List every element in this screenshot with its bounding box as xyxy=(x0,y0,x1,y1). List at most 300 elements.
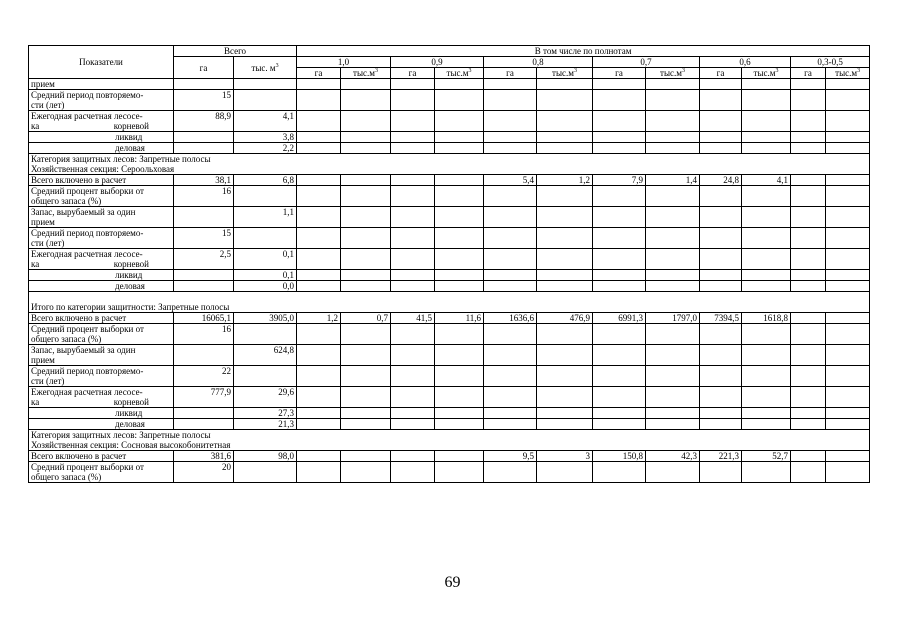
row-label xyxy=(29,207,174,228)
table-cell xyxy=(484,186,537,207)
row-label-part: корневой xyxy=(113,397,149,407)
table-row xyxy=(29,387,870,408)
section-heading-line: Итого по категории защитности: Запретные полосы xyxy=(31,302,230,312)
table-cell: 1,1 xyxy=(234,207,297,228)
page-number: 69 xyxy=(444,574,461,591)
table-cell xyxy=(484,387,537,408)
row-label: ликвид xyxy=(29,270,174,281)
table-cell: 6,8 xyxy=(234,175,297,186)
header-unit-volume-text: тыс.м xyxy=(660,68,682,78)
table-cell xyxy=(593,345,646,366)
section-row xyxy=(29,154,870,175)
table-cell xyxy=(297,366,341,387)
table-cell xyxy=(593,186,646,207)
table-cell xyxy=(791,281,826,292)
table-cell xyxy=(791,79,826,90)
table-cell xyxy=(646,324,700,345)
section-heading-line xyxy=(31,292,867,302)
row-label-line xyxy=(31,121,171,131)
table-cell xyxy=(484,366,537,387)
table-cell xyxy=(791,111,826,132)
table-cell: 88,9 xyxy=(174,111,234,132)
table-cell: 15 xyxy=(174,90,234,111)
table-cell: 3 xyxy=(537,451,593,462)
table-cell xyxy=(700,324,742,345)
table-row xyxy=(29,408,870,419)
header-unit-volume xyxy=(435,68,484,79)
table-cell xyxy=(297,345,341,366)
table-row xyxy=(29,90,870,111)
table-cell xyxy=(484,249,537,270)
table-cell xyxy=(341,419,391,430)
table-cell xyxy=(297,228,341,249)
header-unit-volume-text: тыс.м xyxy=(753,68,776,78)
table-cell xyxy=(297,90,341,111)
table-cell xyxy=(341,270,391,281)
table-cell xyxy=(742,207,791,228)
row-label-part: ка xyxy=(31,121,40,131)
table-cell xyxy=(391,249,435,270)
header-unit-ha: га xyxy=(391,68,435,79)
table-cell xyxy=(593,366,646,387)
table-row xyxy=(29,207,870,228)
table-cell: 0,1 xyxy=(234,270,297,281)
section-row xyxy=(29,292,870,313)
table-cell xyxy=(593,132,646,143)
table-cell xyxy=(791,324,826,345)
table-cell xyxy=(391,186,435,207)
table-cell: 0,0 xyxy=(234,281,297,292)
table-cell xyxy=(484,281,537,292)
table-cell xyxy=(341,111,391,132)
table-cell xyxy=(484,345,537,366)
header-including: В том числе по полнотам xyxy=(297,46,870,57)
row-label xyxy=(29,249,174,270)
table-cell xyxy=(484,132,537,143)
table-cell xyxy=(791,408,826,419)
table-row xyxy=(29,451,870,462)
table-cell: 11,6 xyxy=(435,313,484,324)
table-cell xyxy=(826,186,870,207)
header-unit-volume-text: тыс.м xyxy=(353,68,375,78)
table-cell xyxy=(435,419,484,430)
table-cell xyxy=(391,79,435,90)
table-cell: 150,8 xyxy=(593,451,646,462)
table-cell: 0,1 xyxy=(234,249,297,270)
table-row xyxy=(29,249,870,270)
table-cell xyxy=(537,387,593,408)
table-cell xyxy=(742,228,791,249)
table-cell xyxy=(341,143,391,154)
table-cell xyxy=(742,324,791,345)
header-unit-ha: га xyxy=(700,68,742,79)
table-cell xyxy=(742,419,791,430)
table-cell xyxy=(791,387,826,408)
table-cell xyxy=(341,90,391,111)
header-unit-ha: га xyxy=(593,68,646,79)
table-cell xyxy=(791,451,826,462)
table-cell xyxy=(593,408,646,419)
header-density-group: 0,8 xyxy=(484,57,593,68)
table-cell xyxy=(484,462,537,483)
table-cell: 1797,0 xyxy=(646,313,700,324)
table-cell xyxy=(742,366,791,387)
table-cell: 7394,5 xyxy=(700,313,742,324)
table-cell xyxy=(537,419,593,430)
table-cell xyxy=(234,79,297,90)
table-cell xyxy=(297,143,341,154)
table-cell xyxy=(174,132,234,143)
table-cell xyxy=(700,366,742,387)
table-row xyxy=(29,366,870,387)
header-unit-volume xyxy=(742,68,791,79)
row-label xyxy=(29,228,174,249)
table-cell: 16065,1 xyxy=(174,313,234,324)
table-row xyxy=(29,345,870,366)
row-label-line xyxy=(31,397,171,407)
table-cell xyxy=(826,419,870,430)
table-cell xyxy=(484,419,537,430)
table-cell: 38,1 xyxy=(174,175,234,186)
table-cell xyxy=(174,345,234,366)
table-cell xyxy=(826,345,870,366)
table-cell xyxy=(791,207,826,228)
section-heading-line: Хозяйственная секция: Сероольховая xyxy=(31,164,175,174)
forest-data-table xyxy=(28,45,870,483)
table-cell xyxy=(435,175,484,186)
table-cell xyxy=(742,132,791,143)
table-cell xyxy=(646,207,700,228)
row-label-line: общего запаса (%) xyxy=(31,334,102,344)
table-cell xyxy=(791,186,826,207)
table-cell xyxy=(791,270,826,281)
table-cell xyxy=(742,281,791,292)
table-cell xyxy=(435,90,484,111)
table-cell xyxy=(646,462,700,483)
table-cell xyxy=(826,387,870,408)
table-cell xyxy=(791,90,826,111)
table-cell xyxy=(826,408,870,419)
table-cell xyxy=(341,281,391,292)
table-cell xyxy=(174,79,234,90)
table-cell xyxy=(646,111,700,132)
table-cell xyxy=(742,345,791,366)
table-row xyxy=(29,419,870,430)
table-cell xyxy=(391,132,435,143)
row-label-line: Средний период повторяемо- xyxy=(31,366,144,376)
table-cell xyxy=(341,228,391,249)
row-label-line: Ежегодная расчетная лесосе- xyxy=(31,249,143,259)
row-label xyxy=(29,366,174,387)
row-label: деловая xyxy=(29,143,174,154)
table-cell xyxy=(646,281,700,292)
table-cell xyxy=(593,207,646,228)
table-cell xyxy=(297,132,341,143)
table-cell: 22 xyxy=(174,366,234,387)
header-density-group: 0,7 xyxy=(593,57,700,68)
header-unit-volume-cube: 3 xyxy=(374,68,378,74)
table-cell xyxy=(646,270,700,281)
table-cell xyxy=(297,270,341,281)
header-indicators: Показатели xyxy=(29,46,174,79)
table-cell xyxy=(435,111,484,132)
table-cell xyxy=(826,111,870,132)
table-cell xyxy=(391,451,435,462)
table-cell xyxy=(435,324,484,345)
table-cell xyxy=(341,462,391,483)
table-cell xyxy=(297,79,341,90)
table-cell xyxy=(826,79,870,90)
table-cell xyxy=(742,408,791,419)
table-row xyxy=(29,143,870,154)
table-cell xyxy=(646,387,700,408)
table-cell xyxy=(593,228,646,249)
table-cell xyxy=(700,249,742,270)
header-density-group: 0,6 xyxy=(700,57,791,68)
table-cell xyxy=(791,228,826,249)
table-cell xyxy=(234,186,297,207)
table-cell xyxy=(297,451,341,462)
table-cell: 41,5 xyxy=(391,313,435,324)
table-cell xyxy=(174,281,234,292)
table-cell xyxy=(742,462,791,483)
table-cell xyxy=(484,111,537,132)
row-label-line: Средний процент выборки от xyxy=(31,186,144,196)
table-cell xyxy=(484,408,537,419)
header-density-group: 0,9 xyxy=(391,57,484,68)
table-cell xyxy=(391,111,435,132)
table-cell xyxy=(646,366,700,387)
table-cell: 29,6 xyxy=(234,387,297,408)
header-unit-volume xyxy=(341,68,391,79)
table-cell xyxy=(700,79,742,90)
table-cell xyxy=(826,324,870,345)
table-cell xyxy=(341,324,391,345)
table-cell xyxy=(791,313,826,324)
table-cell xyxy=(484,79,537,90)
header-total-ha: га xyxy=(174,57,234,79)
table-cell: 624,8 xyxy=(234,345,297,366)
table-cell xyxy=(700,207,742,228)
table-cell xyxy=(391,366,435,387)
row-label-part: ка xyxy=(31,259,40,269)
table-cell xyxy=(341,186,391,207)
row-label-line: сти (лет) xyxy=(31,376,65,386)
table-cell xyxy=(435,186,484,207)
table-cell xyxy=(391,175,435,186)
table-cell xyxy=(174,270,234,281)
table-cell xyxy=(700,345,742,366)
table-cell xyxy=(341,132,391,143)
header-unit-volume-cube: 3 xyxy=(573,68,577,74)
table-cell xyxy=(435,207,484,228)
table-cell xyxy=(700,408,742,419)
row-label-line: Ежегодная расчетная лесосе- xyxy=(31,387,143,397)
row-label-line: прием xyxy=(31,355,55,365)
table-cell xyxy=(391,408,435,419)
header-unit-volume-text: тыс.м xyxy=(835,68,858,78)
table-cell xyxy=(297,419,341,430)
table-cell xyxy=(826,451,870,462)
table-cell xyxy=(826,175,870,186)
table-cell: 1618,8 xyxy=(742,313,791,324)
table-cell xyxy=(700,419,742,430)
table-row xyxy=(29,186,870,207)
table-cell xyxy=(435,79,484,90)
table-cell: 221,3 xyxy=(700,451,742,462)
table-cell xyxy=(646,143,700,154)
header-unit-volume xyxy=(826,68,870,79)
table-cell xyxy=(537,207,593,228)
table-cell xyxy=(826,132,870,143)
table-cell xyxy=(537,324,593,345)
header-density-group: 0,3-0,5 xyxy=(791,57,870,68)
table-cell xyxy=(791,345,826,366)
table-cell xyxy=(646,408,700,419)
section-heading-line: Категория защитных лесов: Запретные полосы xyxy=(31,154,211,164)
table-cell xyxy=(537,132,593,143)
table-cell xyxy=(700,281,742,292)
table-cell xyxy=(174,207,234,228)
table-cell xyxy=(791,419,826,430)
table-cell xyxy=(826,462,870,483)
table-cell xyxy=(593,324,646,345)
table-cell xyxy=(391,324,435,345)
table-cell xyxy=(646,228,700,249)
table-cell xyxy=(341,79,391,90)
section-row xyxy=(29,430,870,451)
table-cell xyxy=(593,143,646,154)
row-label xyxy=(29,90,174,111)
table-cell: 381,6 xyxy=(174,451,234,462)
table-cell xyxy=(341,207,391,228)
table-cell: 20 xyxy=(174,462,234,483)
table-cell xyxy=(297,387,341,408)
table-cell xyxy=(826,228,870,249)
table-cell xyxy=(742,186,791,207)
table-cell xyxy=(234,90,297,111)
table-cell xyxy=(826,313,870,324)
table-cell xyxy=(791,143,826,154)
table-cell xyxy=(297,324,341,345)
header-unit-volume xyxy=(537,68,593,79)
table-cell: 6991,3 xyxy=(593,313,646,324)
table-cell xyxy=(341,345,391,366)
table-cell xyxy=(484,324,537,345)
table-cell xyxy=(341,387,391,408)
table-row xyxy=(29,462,870,483)
table-cell: 2,2 xyxy=(234,143,297,154)
row-label-line: общего запаса (%) xyxy=(31,196,102,206)
table-cell xyxy=(435,387,484,408)
header-total-volume-cube: 3 xyxy=(275,62,279,69)
table-cell xyxy=(391,143,435,154)
header-unit-volume-text: тыс.м xyxy=(446,68,469,78)
table-cell: 1636,6 xyxy=(484,313,537,324)
table-cell: 4,1 xyxy=(742,175,791,186)
row-label-part: корневой xyxy=(113,259,149,269)
row-label-line: Средний процент выборки от xyxy=(31,324,144,334)
table-cell xyxy=(435,228,484,249)
header-total: Всего xyxy=(174,46,297,57)
table-cell: 777,9 xyxy=(174,387,234,408)
table-row xyxy=(29,132,870,143)
table-cell xyxy=(297,281,341,292)
table-row xyxy=(29,270,870,281)
table-cell xyxy=(593,79,646,90)
table-cell: 9,5 xyxy=(484,451,537,462)
table-cell xyxy=(537,249,593,270)
row-label: Всего включено в расчет xyxy=(29,451,174,462)
table-cell xyxy=(593,419,646,430)
table-cell xyxy=(646,132,700,143)
section-heading xyxy=(29,154,870,175)
row-label-line: прием xyxy=(31,217,55,227)
table-cell: 98,0 xyxy=(234,451,297,462)
table-cell xyxy=(646,79,700,90)
table-cell xyxy=(700,143,742,154)
header-density-group: 1,0 xyxy=(297,57,391,68)
table-cell xyxy=(297,462,341,483)
table-cell xyxy=(593,387,646,408)
table-cell xyxy=(646,249,700,270)
table-cell xyxy=(791,175,826,186)
table-cell xyxy=(791,249,826,270)
table-cell: 0,7 xyxy=(341,313,391,324)
table-cell xyxy=(537,79,593,90)
table-cell xyxy=(537,462,593,483)
table-cell xyxy=(391,345,435,366)
table-row xyxy=(29,175,870,186)
table-cell xyxy=(742,79,791,90)
table-cell xyxy=(742,270,791,281)
row-label xyxy=(29,186,174,207)
header-unit-volume-cube: 3 xyxy=(775,68,779,74)
table-cell xyxy=(435,408,484,419)
table-cell xyxy=(341,408,391,419)
table-cell xyxy=(593,111,646,132)
table-cell xyxy=(826,270,870,281)
header-total-volume-text: тыс. м xyxy=(251,62,276,73)
table-cell xyxy=(742,249,791,270)
table-cell xyxy=(826,90,870,111)
row-label-line: Ежегодная расчетная лесосе- xyxy=(31,111,143,121)
header-unit-ha: га xyxy=(484,68,537,79)
table-cell xyxy=(391,419,435,430)
table-cell xyxy=(391,270,435,281)
table-cell xyxy=(297,249,341,270)
row-label-line xyxy=(31,259,171,269)
table-cell xyxy=(435,281,484,292)
table-cell xyxy=(700,270,742,281)
table-cell xyxy=(341,451,391,462)
row-label-part: ка xyxy=(31,397,40,407)
table-cell xyxy=(742,90,791,111)
table-cell xyxy=(391,281,435,292)
table-cell xyxy=(484,143,537,154)
table-cell xyxy=(391,228,435,249)
table-cell xyxy=(700,186,742,207)
row-label: деловая xyxy=(29,281,174,292)
row-label xyxy=(29,111,174,132)
table-cell xyxy=(435,249,484,270)
row-label xyxy=(29,387,174,408)
table-cell xyxy=(537,345,593,366)
table-cell xyxy=(826,143,870,154)
table-cell xyxy=(341,175,391,186)
table-cell xyxy=(391,387,435,408)
header-unit-volume-cube: 3 xyxy=(857,68,861,74)
